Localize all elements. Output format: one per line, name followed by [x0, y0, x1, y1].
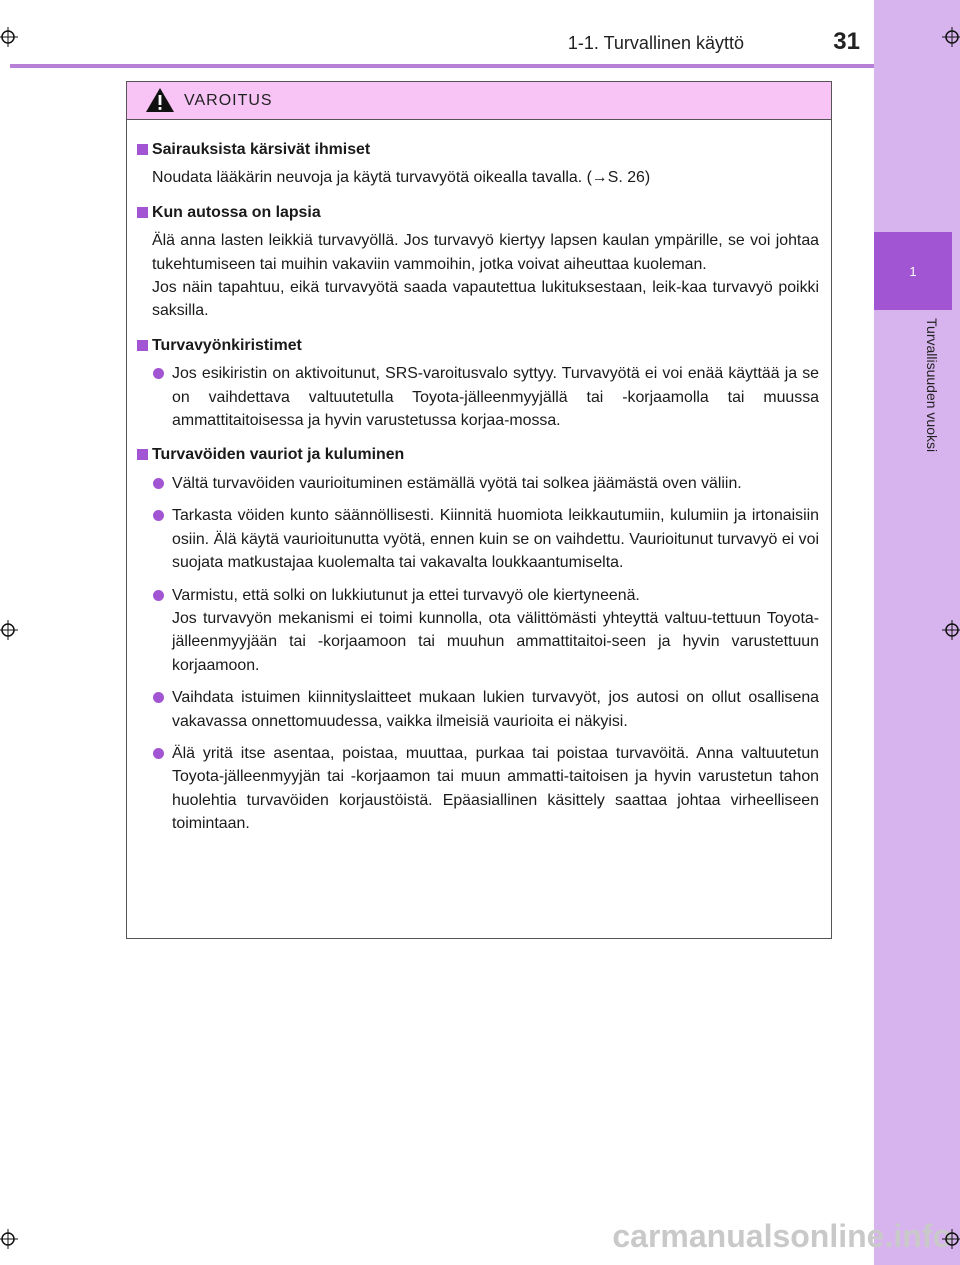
- section-heading: [135, 138, 823, 161]
- section-heading-text: Turvavöiden vauriot ja kuluminen: [152, 446, 405, 464]
- crop-mark-icon: [930, 615, 960, 645]
- section-heading: [135, 443, 823, 466]
- crop-mark-icon: [930, 1224, 960, 1254]
- warning-title: VAROITUS: [184, 92, 273, 109]
- section-paragraph: Noudata lääkärin neuvoja ja käytä turvavyötä oikealla tavalla. (→S. 26): [152, 169, 651, 187]
- chapter-label: Turvallisuuden vuoksi: [924, 318, 940, 453]
- section-heading-text: Turvavyönkiristimet: [152, 336, 302, 354]
- bullet-text: Älä yritä itse asentaa, poistaa, muuttaa, purkaa tai poistaa turvavöitä. Anna valtuutetun Toyota-jälleenmyyjän tai -korjaamon tai muun ammatti-taitoisen ja hyvin varustetun tahon huolehtia turvavöiden korjaustöistä. Epäasiallinen käsittely saattaa johtaa virheelliseen toimintaan.: [172, 744, 819, 833]
- square-bullet-icon: [137, 340, 148, 351]
- warning-section: [135, 138, 823, 190]
- bullet-item: [135, 686, 823, 733]
- bullet-item: [135, 504, 823, 574]
- crop-mark-icon: [0, 615, 30, 645]
- warning-section: [135, 334, 823, 433]
- bullet-text: Tarkasta vöiden kunto säännöllisesti. Kiinnitä huomiota leikkautumiin, kulumiin ja irtonaisiin osiin. Älä käytä vaurioitunutta vyötä, ennen kuin se on vaihdettu. Vaurioitunut turvavyö ei voi suojata matkustajaa kuolemalta tai vakavalta loukkaantumiselta.: [172, 507, 819, 572]
- bullet-item: [135, 584, 823, 678]
- circle-bullet-icon: [153, 510, 164, 521]
- circle-bullet-icon: [153, 748, 164, 759]
- section-heading-text: Sairauksista kärsivät ihmiset: [152, 141, 371, 158]
- warning-header: [127, 82, 831, 120]
- section-heading: [135, 201, 823, 224]
- warning-box: [126, 81, 832, 939]
- bullet-item: [135, 742, 823, 836]
- section-paragraph: Älä anna lasten leikkiä turvavyöllä. Jos turvavyö kiertyy lapsen kaulan ympärille, se voi johtaa tukehtumiseen tai muihin vakaviin vammoihin, jotka voivat aiheuttaa kuoleman. Jos näin tapahtuu, eikä turvavyötä saada vapautettua lukituksestaan, leik-kaa turvavyö poikki saksilla.: [152, 232, 819, 320]
- warning-body: [127, 120, 831, 938]
- crop-mark-icon: [0, 22, 30, 52]
- bullet-text: Vaihdata istuimen kiinnityslaitteet mukaan lukien turvavyöt, jos autosi on ollut osallisena vakavassa onnettomuudessa, vaikka ilmeisiä vaurioita ei näkyisi.: [172, 689, 819, 730]
- square-bullet-icon: [137, 207, 148, 218]
- bullet-text: Jos esikiristin on aktivoitunut, SRS-varoitusvalo syttyy. Turvavyötä ei voi enää käyttää ja se on vaihdettava valtuutetulla Toyota-jälleenmyyjällä tai -korjaamolla tai muussa ammattitaitoisessa ja hyvin varustetussa korjaa-mossa.: [172, 365, 819, 430]
- circle-bullet-icon: [153, 692, 164, 703]
- footer-watermark: carmanualsonline.info: [612, 1218, 952, 1254]
- bullet-item: [135, 472, 823, 495]
- chapter-number: 1: [909, 263, 917, 279]
- circle-bullet-icon: [153, 478, 164, 489]
- crop-mark-icon: [930, 22, 960, 52]
- bullet-text: Varmistu, että solki on lukkiutunut ja ettei turvavyö ole kiertyneenä. Jos turvavyön mekanismi ei toimi kunnolla, ota välittömästi yhteyttä valtuu-tettuun Toyota-jälleenmyyjään tai -korjaamoon tai muuhun ammattitaitoi-seen ja hyvin varustettuun korjaamoon.: [172, 586, 819, 674]
- section-heading-text: Kun autossa on lapsia: [152, 203, 321, 221]
- circle-bullet-icon: [153, 368, 164, 379]
- circle-bullet-icon: [153, 590, 164, 601]
- page-number: 31: [833, 28, 860, 55]
- warning-section: [135, 443, 823, 835]
- crop-mark-icon: [0, 1224, 30, 1254]
- chapter-tab[interactable]: [874, 232, 952, 310]
- bullet-item: [135, 362, 823, 432]
- section-heading: [135, 334, 823, 357]
- header-rule: [10, 64, 874, 68]
- bullet-text: Vältä turvavöiden vaurioituminen estämällä vyötä tai solkea jäämästä oven väliin.: [172, 474, 742, 492]
- square-bullet-icon: [137, 144, 148, 155]
- warning-triangle-icon: [145, 86, 175, 114]
- page-header: [0, 0, 874, 70]
- section-title: 1-1. Turvallinen käyttö: [567, 33, 744, 53]
- warning-section: [135, 201, 823, 323]
- square-bullet-icon: [137, 449, 148, 460]
